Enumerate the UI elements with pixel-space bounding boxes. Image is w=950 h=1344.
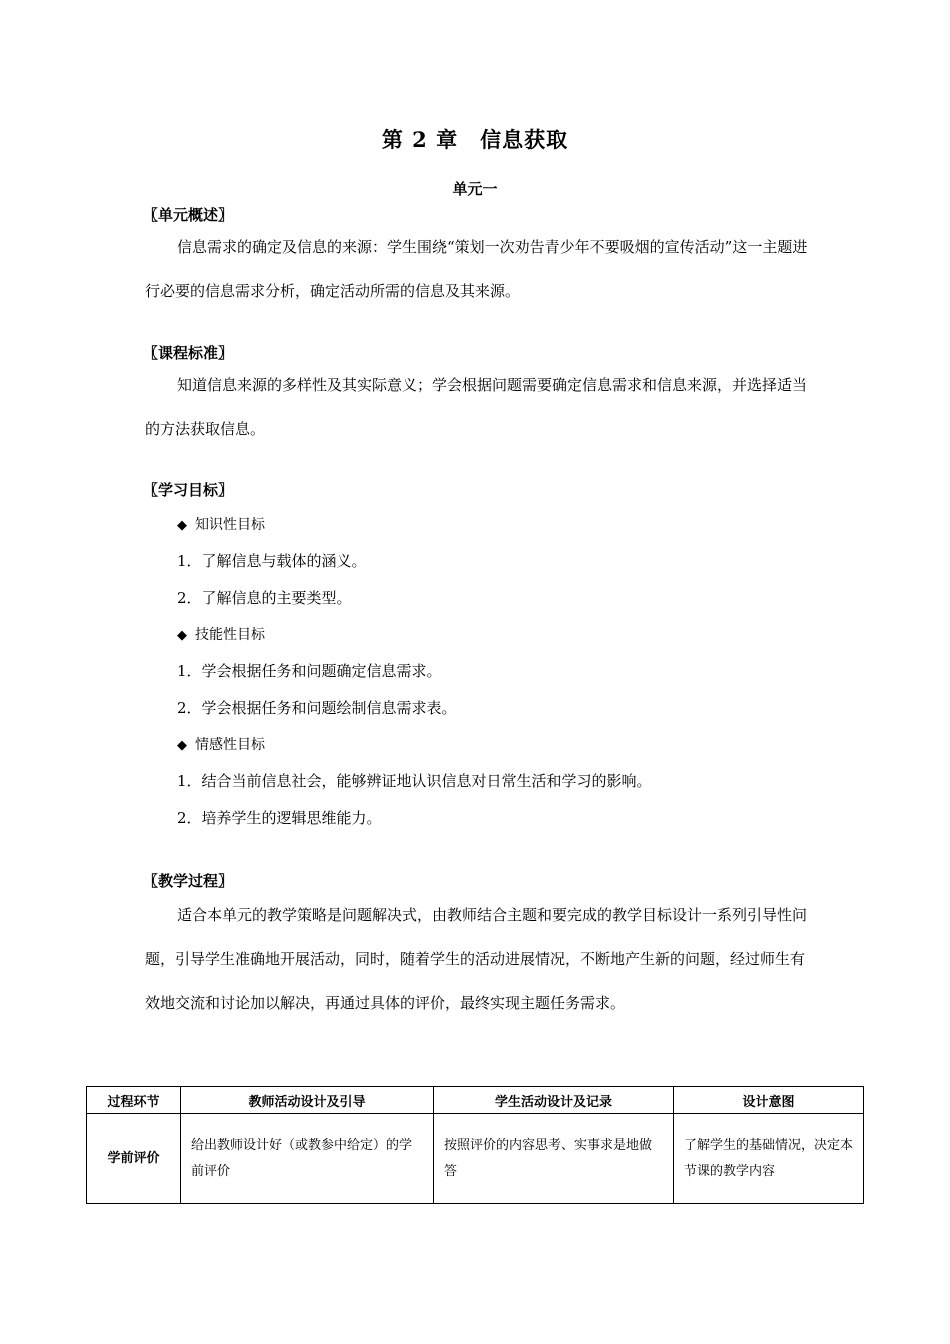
table-header-cell: 学生活动设计及记录 — [434, 1087, 674, 1114]
standard-text: 知道信息来源的多样性及其实际意义；学会根据问题需要确定信息需求和信息来源，并选择适当的方法获取信息。 — [145, 376, 808, 438]
diamond-bullet-icon: ◆ — [177, 738, 187, 753]
table-cell-stage: 学前评价 — [87, 1114, 181, 1204]
diamond-bullet-icon: ◆ — [177, 628, 187, 643]
standard-heading: 〖课程标准〗 — [143, 344, 234, 362]
objective-group-label: 知识性目标 — [195, 517, 265, 533]
table-cell: 按照评价的内容思考、实事求是地做答 — [434, 1114, 674, 1204]
teaching-process-table — [86, 1086, 864, 1204]
objective-item: 1．了解信息与载体的涵义。 — [177, 552, 367, 570]
chapter-name: 信息获取 — [480, 127, 569, 152]
objective-group-emotion — [177, 734, 265, 754]
objectives-heading: 〖学习目标〗 — [143, 481, 234, 499]
table-header-cell: 教师活动设计及引导 — [181, 1087, 434, 1114]
objective-item: 1．学会根据任务和问题确定信息需求。 — [177, 662, 442, 680]
table-cell: 了解学生的基础情况，决定本节课的教学内容 — [674, 1114, 864, 1204]
table-header-cell: 过程环节 — [87, 1087, 181, 1114]
table-row — [87, 1114, 864, 1204]
objective-group-label: 技能性目标 — [195, 627, 265, 643]
table-header-row — [87, 1087, 864, 1114]
objective-group-skill — [177, 624, 265, 644]
objective-item: 2．学会根据任务和问题绘制信息需求表。 — [177, 699, 457, 717]
objective-group-label: 情感性目标 — [195, 737, 265, 753]
chapter-title — [0, 124, 950, 154]
objective-item: 1．结合当前信息社会，能够辨证地认识信息对日常生活和学习的影响。 — [177, 772, 652, 790]
objective-group-knowledge — [177, 514, 265, 534]
overview-text: 信息需求的确定及信息的来源：学生围绕“策划一次劝告青少年不要吸烟的宣传活动”这一主题进行必要的信息需求分析，确定活动所需的信息及其来源。 — [145, 238, 808, 300]
diamond-bullet-icon: ◆ — [177, 518, 187, 533]
overview-heading: 〖单元概述〗 — [143, 206, 234, 224]
chapter-number: 第 2 章 — [381, 127, 459, 152]
objective-item: 2．了解信息的主要类型。 — [177, 589, 352, 607]
table-header-cell: 设计意图 — [674, 1087, 864, 1114]
objective-item: 2．培养学生的逻辑思维能力。 — [177, 809, 382, 827]
table-cell: 给出教师设计好（或教参中给定）的学前评价 — [181, 1114, 434, 1204]
process-heading: 〖教学过程〗 — [143, 872, 234, 890]
unit-title: 单元一 — [452, 180, 498, 198]
process-text: 适合本单元的教学策略是问题解决式，由教师结合主题和要完成的教学目标设计一系列引导性问题，引导学生准确地开展活动，同时，随着学生的活动进展情况，不断地产生新的问题，经过师生有效地交流和讨论加以解决，再通过具体的评价，最终实现主题任务需求。 — [145, 906, 808, 1012]
